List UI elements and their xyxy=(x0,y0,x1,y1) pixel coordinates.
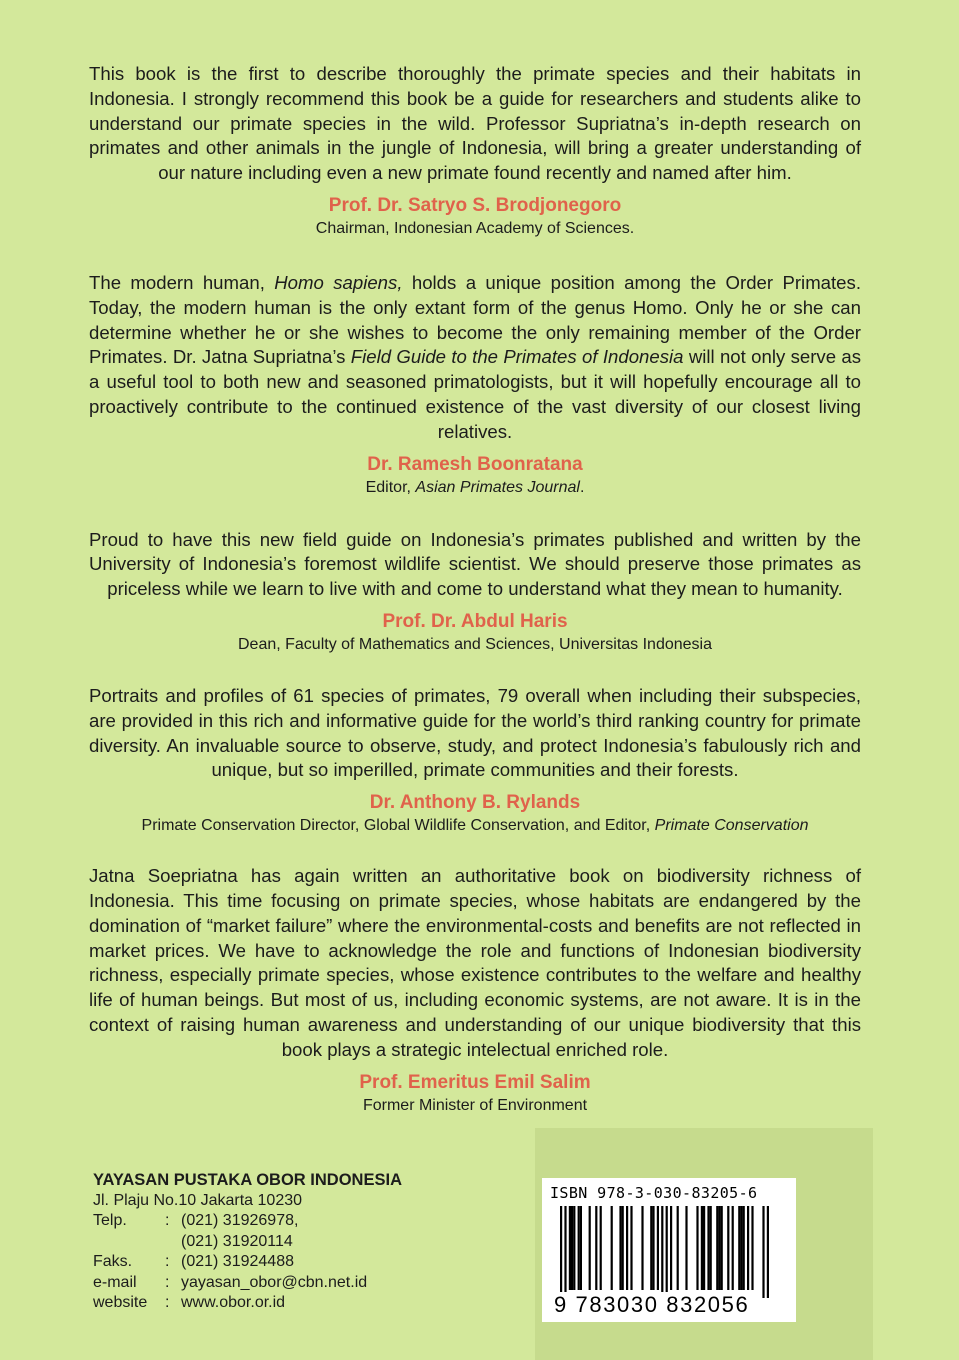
barcode-bars xyxy=(560,1206,782,1298)
contact-label xyxy=(93,1232,165,1253)
contact-separator: : xyxy=(165,1273,170,1291)
barcode-bar xyxy=(619,1206,621,1290)
barcode-bar xyxy=(564,1206,566,1298)
contact-value: yayasan_obor@cbn.net.id xyxy=(181,1273,368,1291)
barcode-bar xyxy=(703,1206,705,1290)
contact-separator: : xyxy=(165,1212,170,1229)
endorsement-author: Dr. Anthony B. Rylands xyxy=(369,792,581,814)
endorsement-quote xyxy=(89,62,861,186)
endorsement-role xyxy=(69,815,881,836)
barcode-bar xyxy=(762,1206,764,1298)
barcode-bar xyxy=(685,1206,687,1290)
barcode-bar xyxy=(670,1206,672,1290)
contact-label: Telp. xyxy=(93,1212,127,1229)
publisher-name: YAYASAN PUSTAKA OBOR INDONESIA xyxy=(93,1171,402,1189)
text-run: holds a unique position among the Order Primates. Today, the modern human is the only extant form of the genus Homo. Only he or she can determine whether he or she wishes to become the only remaining member of the Order Primates. Dr. Jatna Supriatna’s xyxy=(89,271,861,368)
barcode-bar xyxy=(641,1206,643,1290)
barcode-bar xyxy=(569,1206,571,1290)
barcode-bar xyxy=(707,1206,709,1290)
barcode-bar xyxy=(727,1206,729,1290)
endorsement-role xyxy=(89,477,861,498)
barcode-bar xyxy=(721,1206,723,1290)
publisher-info xyxy=(93,1170,402,1314)
text-run: This book is the first to describe thoroughly the primate species and their habitats in Indonesia. I strongly recommend this book be a guide for researchers and students alike to understand our primate species in the wild. Professor Supriatna’s in-depth research on primates and other animals in the jungle of Indonesia, will bring a greater understanding of our nature including even a new primate found recently and named after him. xyxy=(89,63,861,184)
endorsement-author: Prof. Emeritus Emil Salim xyxy=(359,1071,591,1093)
contact-separator: : xyxy=(165,1294,170,1311)
barcode-bar xyxy=(580,1206,582,1290)
endorsement-5 xyxy=(89,864,861,1115)
isbn-label: ISBN 978-3-030-83205-6 xyxy=(550,1184,758,1202)
endorsement-author: Dr. Ramesh Boonratana xyxy=(367,453,583,475)
contact-row xyxy=(93,1293,402,1314)
barcode-bar xyxy=(560,1206,562,1298)
barcode-bar xyxy=(751,1206,753,1290)
barcode-bar xyxy=(738,1206,740,1290)
barcode-bar xyxy=(743,1206,745,1290)
italic-text: Primate Conservation xyxy=(654,817,809,835)
endorsement-quote xyxy=(89,528,861,602)
endorsement-author: Prof. Dr. Abdul Haris xyxy=(382,610,568,632)
isbn-barcode xyxy=(542,1178,796,1322)
contact-separator: : xyxy=(165,1253,170,1270)
barcode-bar xyxy=(611,1206,613,1290)
barcode-bar xyxy=(622,1206,624,1290)
endorsement-quote xyxy=(89,684,861,783)
barcode-bar xyxy=(630,1206,632,1290)
endorsement-3 xyxy=(89,528,861,655)
publisher-address: Jl. Plaju No.10 Jakarta 10230 xyxy=(93,1191,303,1209)
barcode-digits: 9 783030 832056 xyxy=(554,1292,750,1317)
barcode-bar xyxy=(701,1206,703,1290)
endorsement-role xyxy=(89,218,861,239)
barcode-bar xyxy=(767,1206,769,1298)
barcode-bar xyxy=(747,1206,749,1290)
barcode-bar xyxy=(652,1206,654,1290)
text-run: The modern human, xyxy=(89,271,275,293)
italic-text: Asian Primates Journal xyxy=(415,478,580,496)
endorsement-role xyxy=(89,634,861,655)
contact-row xyxy=(93,1273,402,1294)
contact-label: Faks. xyxy=(93,1253,133,1270)
text-run: Former Minister of Environment xyxy=(362,1096,588,1114)
barcode-bar xyxy=(578,1206,580,1290)
endorsement-role xyxy=(89,1095,861,1116)
text-run: will not only serve as a useful tool to both new and seasoned primatologists, but it will hopefully encourage all to proactively contribute to the continued existence of the vast diversity of our closest living relatives. xyxy=(89,346,862,442)
text-run: . xyxy=(579,478,585,496)
barcode-bar xyxy=(718,1206,720,1290)
contact-row xyxy=(93,1211,402,1232)
contact-value: (021) 31926978, xyxy=(181,1212,299,1229)
barcode-bar xyxy=(589,1206,591,1290)
text-run: Dean, Faculty of Mathematics and Sciences, Universitas Indonesia xyxy=(237,635,712,653)
endorsement-quote xyxy=(89,864,861,1062)
barcode-bar xyxy=(600,1206,602,1290)
barcode-bar xyxy=(677,1206,679,1290)
text-run: Chairman, Indonesian Academy of Sciences. xyxy=(315,219,635,237)
barcode-bar xyxy=(740,1206,742,1290)
barcode-bar xyxy=(657,1206,659,1290)
contact-separator xyxy=(165,1232,181,1253)
endorsement-4 xyxy=(89,684,861,836)
barcode-bar xyxy=(696,1206,698,1290)
text-run: Editor, xyxy=(365,478,416,496)
barcode-bar xyxy=(716,1206,718,1290)
barcode-bar xyxy=(710,1206,712,1290)
barcode-bar xyxy=(666,1206,668,1298)
barcode-bar xyxy=(571,1206,573,1290)
contact-value: (021) 31920114 xyxy=(181,1232,293,1250)
text-run: Primate Conservation Director, Global Wildlife Conservation, and Editor, xyxy=(141,817,655,835)
italic-text: Homo sapiens, xyxy=(274,271,403,293)
barcode-bar xyxy=(595,1206,597,1290)
endorsements-section xyxy=(89,62,861,1116)
barcode-bar xyxy=(732,1206,734,1290)
contact-row xyxy=(93,1232,402,1253)
endorsement-quote xyxy=(89,271,861,445)
barcode-bar xyxy=(661,1206,663,1298)
barcode-bar xyxy=(573,1206,575,1290)
contact-value: www.obor.or.id xyxy=(181,1294,286,1311)
contact-row xyxy=(93,1252,402,1273)
text-run: Proud to have this new field guide on Indonesia’s primates published and written by the University of Indonesia’s foremost wildlife scientist. We should preserve those primates as priceless while we learn to live with and come to understand what they mean to humanity. xyxy=(89,528,861,600)
text-run: Jatna Soepriatna has again written an authoritative book on biodiversity richness of Indonesia. This time focusing on primate species, whose habitats are endangered by the domination of “market failure” where the environmental-costs and benefits are not reflected in market prices. We have to acknowledge the role and functions of Indonesian biodiversity richness, especially primate species, whose existence contributes to the welfare and healthy life of human beings. But most of us, including economic systems, are not aware. It is in the context of raising human awareness and understanding of our unique biodiversity that this book plays a strategic intelectual enriched role. xyxy=(89,865,861,1060)
barcode-bar xyxy=(650,1206,652,1290)
endorsement-author: Prof. Dr. Satryo S. Brodjonegoro xyxy=(328,194,622,216)
endorsement-2 xyxy=(89,271,861,498)
contact-value: (021) 31924488 xyxy=(181,1253,294,1270)
italic-text: Field Guide to the Primates of Indonesia xyxy=(350,346,684,368)
contact-label: website xyxy=(93,1294,148,1311)
barcode-bar xyxy=(626,1206,628,1290)
contact-label: e-mail xyxy=(93,1273,137,1291)
endorsement-1 xyxy=(89,62,861,239)
text-run: Portraits and profiles of 61 species of primates, 79 overall when including their subspecies, are provided in this rich and informative guide for the world’s third ranking country for primate diversity. An invaluable source to observe, study, and protect Indonesia’s fabulously rich and unique, but so imperilled, primate communities and their forests. xyxy=(89,684,861,781)
